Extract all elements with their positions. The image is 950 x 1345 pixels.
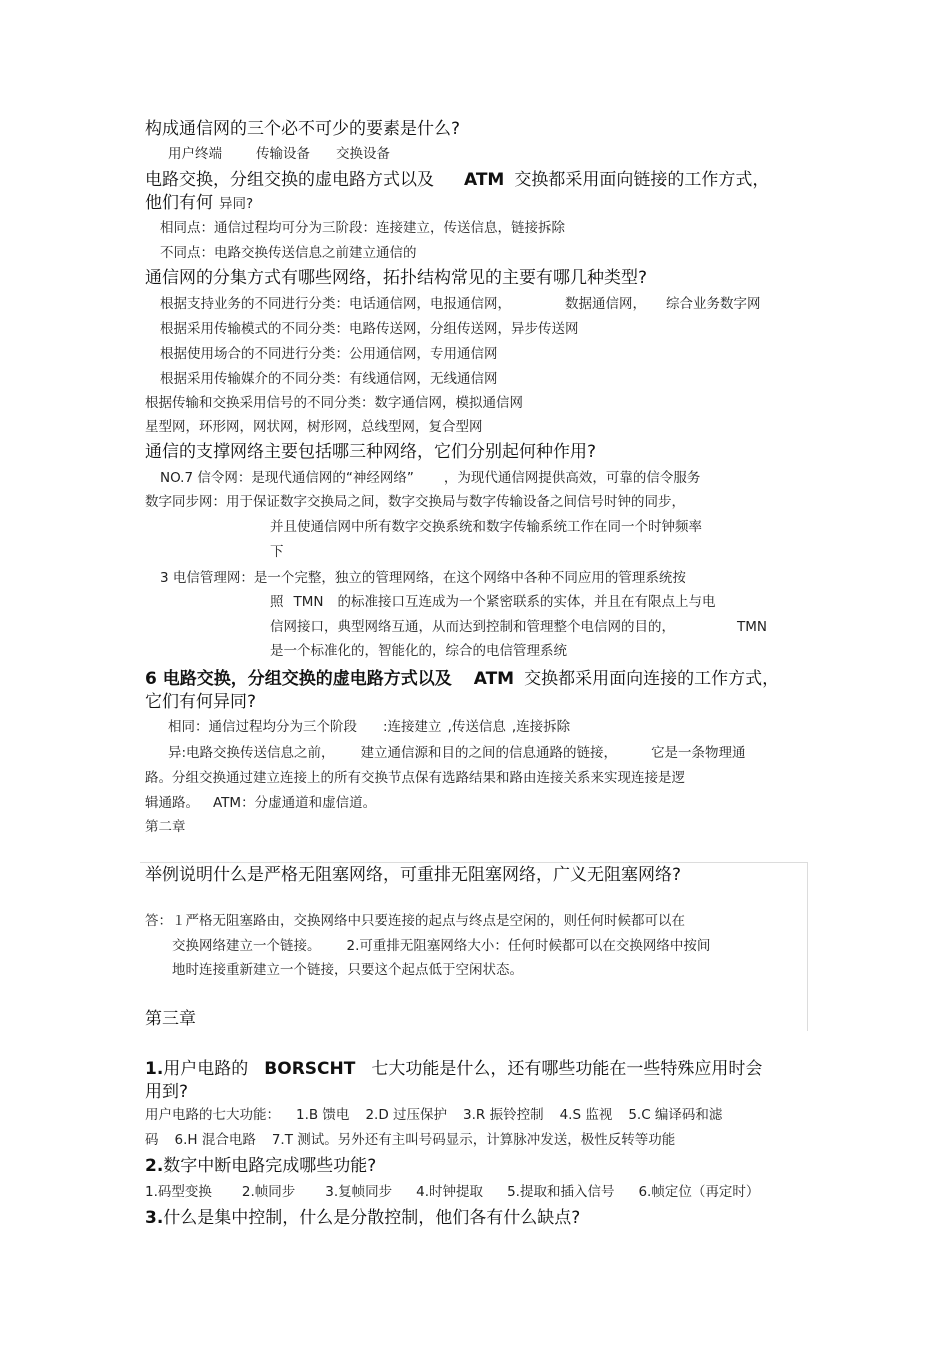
line-part: 建立通信源和目的之间的信息通路的链接， (360, 745, 618, 761)
title-part: 数字中断电路完成哪些功能? (163, 1156, 377, 1176)
title-part: ATM (464, 170, 505, 190)
line-part: ，为现代通信网提供高效，可靠的信令服务 (443, 470, 701, 486)
line-part: 辑通路。 (145, 795, 199, 811)
title-part: 用户电路的 (163, 1059, 249, 1079)
answer-line (168, 720, 570, 736)
title-part: 1. (145, 1059, 164, 1079)
answer-line (168, 147, 390, 163)
line-part: NO.7 信令网：是现代通信网的“神经网络” (160, 470, 414, 486)
title-part: BORSCHT (264, 1059, 356, 1079)
question-title: 举例说明什么是严格无阻塞网络，可重排无阻塞网络，广义无阻塞网络? (145, 865, 682, 885)
question-title-line2: 它们有何异同? (145, 692, 257, 712)
answer-item: 3.复帧同步 (325, 1184, 393, 1200)
question-title (145, 1157, 376, 1177)
line-part: 的标准接口互连成为一个紧密联系的实体，并且在有限点上与电 (337, 594, 716, 610)
line-part: 照 (270, 594, 284, 610)
answer-item: 用户终端 (168, 146, 222, 162)
chapter-heading: 第三章 (145, 1009, 196, 1029)
title-part: 3. (145, 1208, 164, 1228)
question-title-line2 (145, 194, 253, 214)
line-part: 码 (145, 1132, 159, 1148)
title-part: 七大功能是什么，还有哪些功能在一些特殊应用时会 (371, 1059, 763, 1079)
line-part: 根据支持业务的不同进行分类：电话通信网，电报通信网， (160, 296, 511, 312)
answer-line (168, 746, 746, 762)
title-part: 交换都采用面向连接的工作方式， (524, 669, 780, 689)
answer-item: 1.码型变换 (145, 1184, 212, 1200)
line-part: 6.H 混合电路 (174, 1132, 256, 1148)
line-part: :连接建立 (383, 719, 442, 735)
question-title: 构成通信网的三个必不可少的要素是什么? (145, 119, 461, 139)
line-part: 7.T 测试。另外还有主叫号码显示，计算脉冲发送，极性反转等功能 (271, 1132, 676, 1148)
answer-line: 是一个标准化的，智能化的，综合的电信管理系统 (270, 643, 567, 659)
answer-line (145, 796, 376, 812)
title-part: 异同? (219, 196, 254, 212)
line-part: 4.S 监视 (559, 1107, 613, 1123)
answer-line: 根据使用场合的不同进行分类：公用通信网，专用通信网 (160, 346, 498, 362)
line-part: 5.C 编译码和滤 (628, 1107, 723, 1123)
line-part: 它是一条物理通 (651, 745, 746, 761)
answer-line: 星型网，环形网，网状网，树形网，总线型网，复合型网 (145, 419, 483, 435)
answer-line (145, 1185, 759, 1201)
line-part: 相同：通信过程均分为三个阶段 (168, 719, 357, 735)
line-part: TMN (737, 619, 767, 635)
answer-item: 传输设备 (256, 146, 310, 162)
answer-line: 不同点：电路交换传送信息之前建立通信的 (160, 245, 417, 261)
answer-line: 下 (270, 544, 284, 560)
line-part: 3.R 振铃控制 (463, 1107, 544, 1123)
line-part: ATM：分虚通道和虚信道。 (213, 795, 377, 811)
title-part: 交换都采用面向链接的工作方式， (514, 170, 770, 190)
answer-line: 路。分组交换通过建立连接上的所有交换节点保有选路结果和路由连接关系来实现连接是逻 (145, 770, 685, 786)
chapter-heading: 第二章 (145, 819, 186, 835)
question-title: 通信的支撑网络主要包括哪三种网络，它们分别起何种作用? (145, 442, 597, 462)
title-part: 2. (145, 1156, 164, 1176)
title-part: 什么是集中控制，什么是分散控制，他们各有什么缺点? (163, 1208, 581, 1228)
line-part: 信网接口，典型网络互通，从而达到控制和管理整个电信网的目的， (270, 619, 675, 635)
line-part: 用户电路的七大功能： (145, 1107, 280, 1123)
answer-line: 答：１严格无阻塞路由，交换网络中只要连接的起点与终点是空闲的，则任何时候都可以在 (145, 913, 685, 929)
line-part: 1.B 馈电 (296, 1107, 350, 1123)
answer-item: 交换设备 (336, 146, 390, 162)
line-part: 综合业务数字网 (666, 296, 761, 312)
answer-line (160, 471, 700, 487)
answer-line: 相同点：通信过程均可分为三阶段：连接建立，传送信息，链接拆除 (160, 220, 565, 236)
title-part: 电路交换，分组交换的虚电路方式以及 (145, 170, 434, 190)
answer-line: 并且使通信网中所有数字交换系统和数字传输系统工作在同一个时钟频率 (270, 519, 702, 535)
question-title: 通信网的分集方式有哪些网络，拓扑结构常见的主要有哪几种类型? (145, 268, 648, 288)
question-title (145, 1209, 580, 1229)
answer-line: 根据采用传输模式的不同分类：电路传送网，分组传送网，异步传送网 (160, 321, 579, 337)
answer-line (145, 1133, 675, 1149)
answer-line (160, 297, 761, 313)
answer-line: 数字同步网：用于保证数字交换局之间，数字交换局与数字传输设备之间信号时钟的同步， (145, 494, 685, 510)
line-part: ,连接拆除 (511, 719, 571, 735)
question-title (145, 1060, 762, 1080)
answer-item: 5.提取和插入信号 (507, 1184, 615, 1200)
line-part: 2.可重排无阻塞网络大小：任何时候都可以在交换网络中按间 (346, 938, 711, 954)
answer-line (172, 939, 710, 955)
title-part: 他们有何 (145, 193, 213, 213)
line-part: 交换网络建立一个链接。 (172, 938, 321, 954)
title-part: 6 电路交换，分组交换的虚电路方式以及 (145, 669, 452, 689)
answer-line (270, 595, 716, 611)
line-part: ,传送信息 (447, 719, 506, 735)
answer-item: 2.帧同步 (241, 1184, 296, 1200)
line-part: TMN (293, 594, 324, 610)
answer-line: 3 电信管理网：是一个完整，独立的管理网络，在这个网络中各种不同应用的管理系统按 (160, 570, 686, 586)
question-title (145, 171, 769, 191)
answer-line (270, 620, 767, 636)
question-title-line2: 用到? (145, 1082, 189, 1102)
answer-line: 地时连接重新建立一个链接，只要这个起点低于空闲状态。 (172, 962, 523, 978)
answer-line: 根据传输和交换采用信号的不同分类：数字通信网，模拟通信网 (145, 395, 523, 411)
line-part: 2.D 过压保护 (365, 1107, 448, 1123)
answer-item: 6.帧定位（再定时） (638, 1184, 760, 1200)
title-part: ATM (473, 669, 515, 689)
line-part: 数据通信网， (565, 296, 646, 312)
answer-item: 4.时钟提取 (416, 1184, 484, 1200)
answer-line: 根据采用传输媒介的不同分类：有线通信网，无线通信网 (160, 371, 498, 387)
answer-line (145, 1108, 722, 1124)
question-title (145, 670, 779, 690)
line-part: 异:电路交换传送信息之前， (168, 745, 335, 761)
